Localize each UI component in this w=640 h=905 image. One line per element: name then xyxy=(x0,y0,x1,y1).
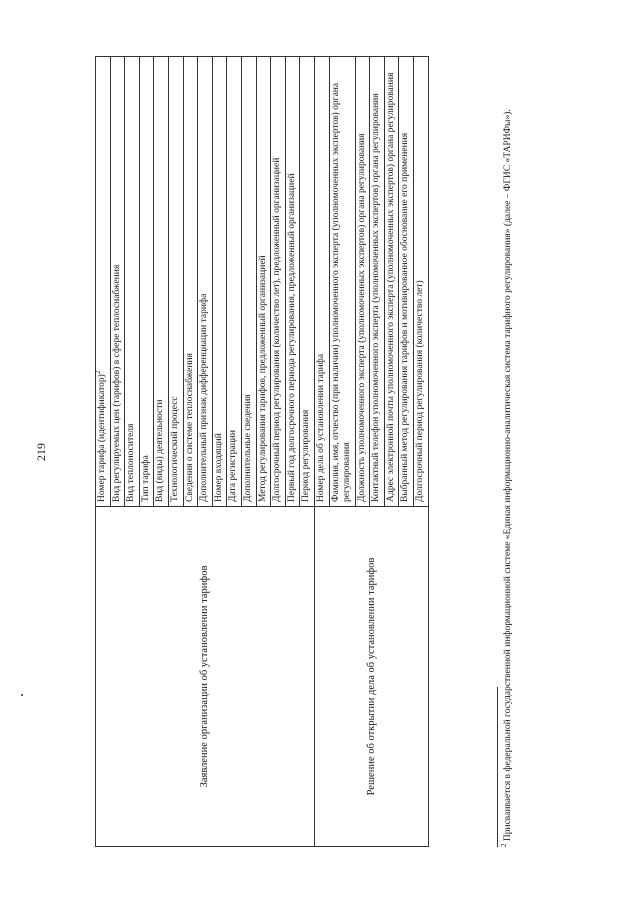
table-cell xyxy=(154,57,169,507)
table-cell xyxy=(414,57,429,507)
table-cell xyxy=(256,57,271,507)
cell-text: Тип тарифа xyxy=(140,455,151,502)
footnote-body: Присваивается в федеральной государственной информационной системе «Единая информационно-аналитическая система тарифного регулирования» (далее – ФГИС «ТАРИФы»). xyxy=(503,109,513,842)
table-cell xyxy=(329,57,355,507)
table-cell xyxy=(227,57,242,507)
cell-text: Контактный телефон уполномоченного эксперта (уполномоченных экспертов) органа регулирования xyxy=(371,93,382,502)
footnote-reference: 2 xyxy=(93,370,102,375)
rotated-page-content xyxy=(95,57,545,847)
cell-text: Метод регулирования тарифов, предложенный организацией xyxy=(257,255,268,502)
table-cell xyxy=(300,57,315,507)
table-cell xyxy=(212,57,227,507)
footnote-text xyxy=(499,57,514,847)
tariff-data-table xyxy=(95,56,429,847)
cell-text: Выбранный метод регулирования тарифов и мотивированное обоснование его применения xyxy=(400,132,411,502)
cell-text: Адрес электронной почты уполномоченного эксперта (уполномоченных экспертов) органа регулирования xyxy=(385,72,396,502)
cell-text: Сведения о системе теплоснабжения xyxy=(184,353,195,502)
table-cell xyxy=(355,57,370,507)
table-cell xyxy=(370,57,385,507)
table-row xyxy=(96,57,111,847)
table-cell xyxy=(285,57,300,507)
footnote-rule xyxy=(497,687,498,847)
cell-text: Вид (виды) деятельности xyxy=(155,399,166,502)
cell-text: Долгосрочный период регулирования (количество лет) xyxy=(415,280,426,502)
cell-text: Период регулирования xyxy=(301,409,312,502)
cell-text: Должность уполномоченного эксперта (уполномоченных экспертов) органа регулирования xyxy=(356,133,367,502)
table-cell xyxy=(183,57,198,507)
cell-text: Дата регистрации xyxy=(228,430,239,502)
footnote xyxy=(497,57,514,847)
cell-text: Дополнительный признак дифференциации тарифа xyxy=(199,293,210,502)
table-cell xyxy=(125,57,140,507)
table-row xyxy=(314,57,329,847)
cell-text: Технологический процесс xyxy=(169,396,180,502)
cell-text: Номер дела об установлении тарифа xyxy=(315,353,326,502)
table-cell xyxy=(93,57,111,507)
cell-text: Дополнительные сведения xyxy=(242,394,253,502)
table-cell xyxy=(241,57,256,507)
table-cell xyxy=(399,57,414,507)
page-number: 219 xyxy=(34,443,48,461)
cell-text: Долгосрочный период регулирования (количество лет), предложенный организацией xyxy=(272,157,283,502)
table-cell xyxy=(168,57,183,507)
table-cell xyxy=(271,57,286,507)
scan-speck xyxy=(21,694,23,696)
cell-text: Первый год долгосрочного периода регулирования, предложенный организацией xyxy=(286,173,297,502)
cell-text: Номер тарифа (идентификатор) xyxy=(97,374,107,502)
group-label: Заявление организации об установлении тарифов xyxy=(96,507,315,847)
table-cell xyxy=(198,57,213,507)
cell-text: Вид регулируемых цен (тарифов) в сфере теплоснабжения xyxy=(111,264,122,502)
table-cell xyxy=(384,57,399,507)
cell-text: Номер входящий xyxy=(213,433,224,502)
table-cell xyxy=(110,57,125,507)
table-cell xyxy=(139,57,154,507)
cell-text: Фамилия, имя, отчество (при наличии) уполномоченного эксперта (уполномоченных экспертов) органа регулирования xyxy=(330,82,353,502)
table-cell xyxy=(314,57,329,507)
cell-text: Вид теплоносителя xyxy=(126,423,137,502)
group-label: Решение об открытии дела об установлении тарифов xyxy=(314,507,428,847)
footnote-marker: 2 xyxy=(499,843,508,847)
